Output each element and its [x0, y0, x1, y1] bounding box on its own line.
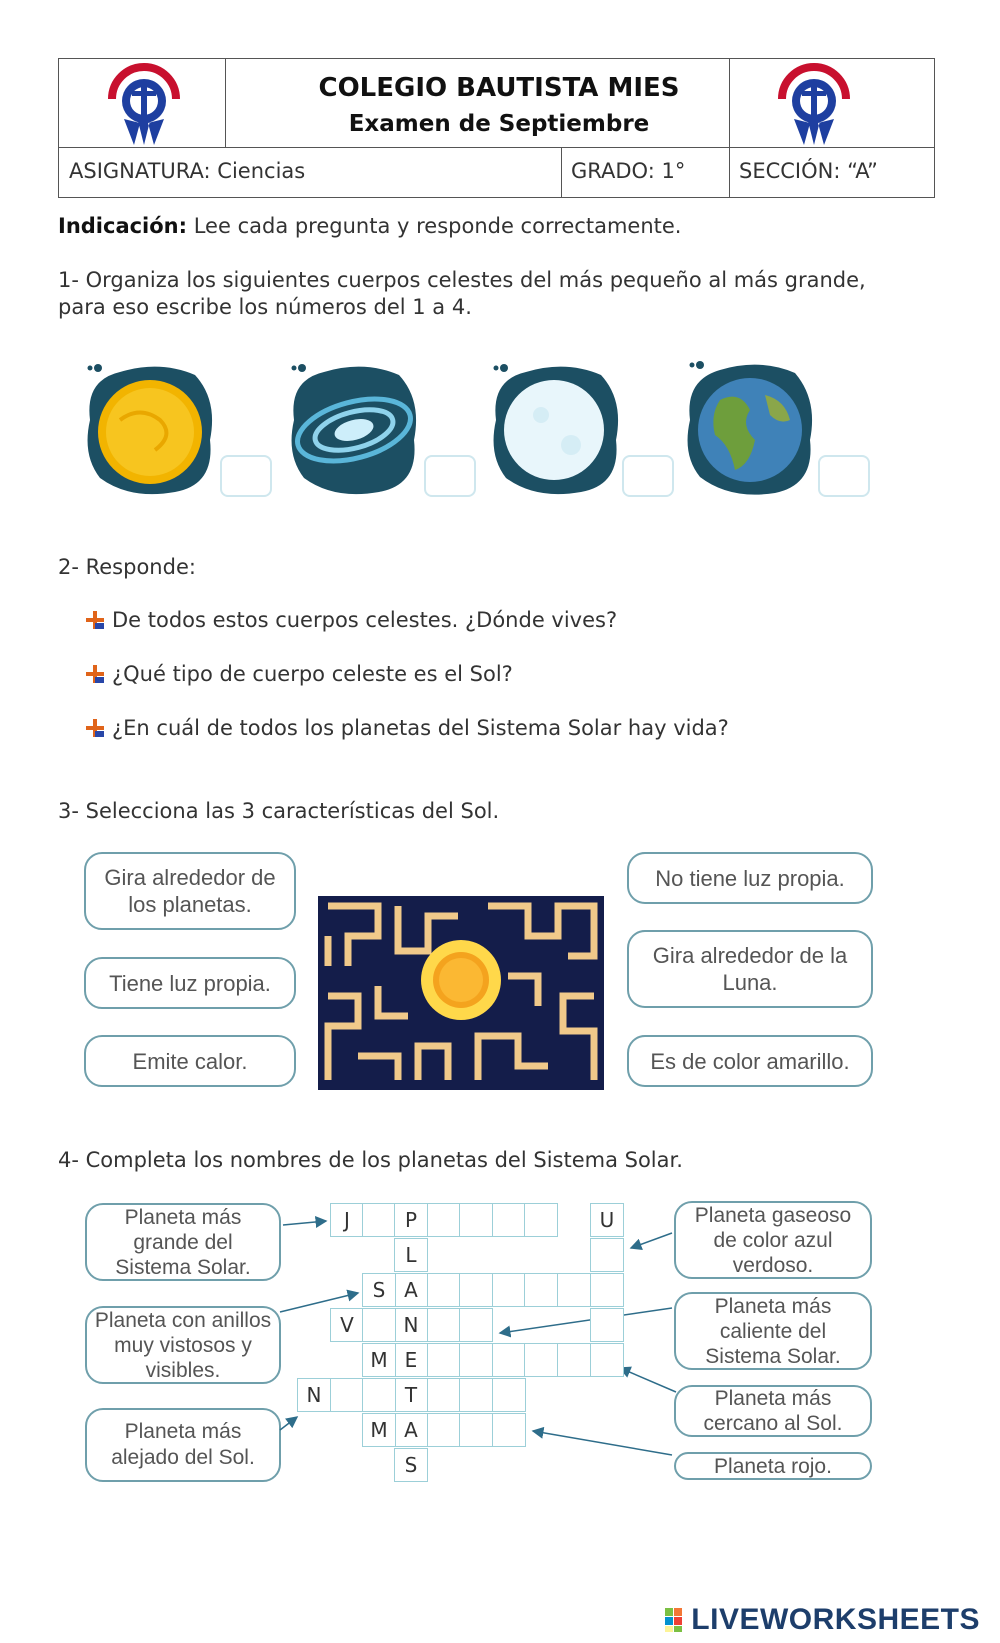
crossword-cell[interactable]: [427, 1273, 461, 1307]
crossword-cell[interactable]: [492, 1273, 526, 1307]
liveworksheets-logo-icon: [665, 1608, 691, 1632]
school-name: COLEGIO BAUTISTA MIES: [318, 73, 680, 103]
cell-N2[interactable]: N: [394, 1308, 428, 1342]
q2-item-2: ¿Qué tipo de cuerpo celeste es el Sol?: [112, 662, 513, 686]
sun-option-rotates-moon[interactable]: Gira alrededor de la Luna.: [627, 930, 873, 1008]
crossword-cell[interactable]: [459, 1203, 493, 1237]
instruction-label: Indicación:: [58, 214, 188, 238]
crossword-cell[interactable]: [362, 1203, 396, 1237]
crossword-cell[interactable]: [427, 1413, 461, 1447]
cell-M1[interactable]: M: [362, 1343, 396, 1377]
grade-label: GRADO: 1°: [571, 159, 686, 183]
section-label: SECCIÓN: “A”: [739, 159, 878, 183]
crossword-cell[interactable]: [459, 1378, 493, 1412]
crossword-cell[interactable]: [590, 1343, 624, 1377]
cell-A1[interactable]: A: [394, 1273, 428, 1307]
cell-J[interactable]: J: [330, 1203, 364, 1237]
cell-P[interactable]: P: [394, 1203, 428, 1237]
cell-M2[interactable]: M: [362, 1413, 396, 1447]
crossword-cell[interactable]: [492, 1343, 526, 1377]
crossword-cell[interactable]: [459, 1343, 493, 1377]
cell-L[interactable]: L: [394, 1238, 428, 1272]
q1-line1: 1- Organiza los siguientes cuerpos celestes del más pequeño al más grande,: [58, 268, 866, 292]
crossword-cell[interactable]: [524, 1343, 558, 1377]
crossword-cell[interactable]: [427, 1378, 461, 1412]
sun-option-no-light[interactable]: No tiene luz propia.: [627, 852, 873, 904]
footer-brand: [665, 1603, 980, 1637]
sun-option-own-light[interactable]: Tiene luz propia.: [84, 957, 296, 1009]
q2-title: 2- Responde:: [58, 555, 196, 579]
cell-E[interactable]: E: [394, 1343, 428, 1377]
q3-title: 3- Selecciona las 3 características del Sol.: [58, 799, 500, 823]
footer-brand-text: LIVEWORKSHEETS: [691, 1603, 980, 1636]
crossword-cell[interactable]: [590, 1238, 624, 1272]
crossword-cell[interactable]: [492, 1413, 526, 1447]
crossword-cell[interactable]: [427, 1343, 461, 1377]
sun-option-yellow[interactable]: Es de color amarillo.: [627, 1035, 873, 1087]
crossword-cell[interactable]: [492, 1203, 526, 1237]
cell-N[interactable]: N: [297, 1378, 331, 1412]
cell-T[interactable]: T: [394, 1378, 428, 1412]
cell-A2[interactable]: A: [394, 1413, 428, 1447]
crossword-cell[interactable]: [362, 1308, 396, 1342]
q2-item-1: De todos estos cuerpos celestes. ¿Dónde vives?: [112, 608, 618, 632]
crossword-cell[interactable]: [459, 1273, 493, 1307]
clue-neptune: Planeta más alejado del Sol.: [85, 1408, 281, 1482]
q2-item-3: ¿En cuál de todos los planetas del Sistema Solar hay vida?: [112, 716, 729, 740]
cell-S[interactable]: S: [362, 1273, 396, 1307]
q4-title: 4- Completa los nombres de los planetas del Sistema Solar.: [58, 1148, 683, 1172]
cell-V[interactable]: V: [330, 1308, 364, 1342]
subject-label: ASIGNATURA: Ciencias: [69, 159, 306, 183]
sun-option-emits-heat[interactable]: Emite calor.: [84, 1035, 296, 1087]
clue-jupiter: Planeta más grande del Sistema Solar.: [85, 1203, 281, 1281]
crossword-cell[interactable]: [492, 1378, 526, 1412]
crossword-cell[interactable]: [557, 1343, 591, 1377]
exam-title: Examen de Septiembre: [348, 111, 650, 137]
clue-uranus: Planeta gaseoso de color azul verdoso.: [674, 1201, 872, 1279]
cell-U[interactable]: U: [590, 1203, 624, 1237]
instruction-text: Lee cada pregunta y responde correctamente.: [187, 214, 682, 238]
crossword-cell[interactable]: [557, 1273, 591, 1307]
clue-venus: Planeta más caliente del Sistema Solar.: [674, 1292, 872, 1370]
clue-mercury: Planeta más cercano al Sol.: [674, 1385, 872, 1437]
crossword-cell[interactable]: [427, 1203, 461, 1237]
crossword-cell[interactable]: [330, 1378, 364, 1412]
crossword-cell[interactable]: [362, 1378, 396, 1412]
crossword-cell[interactable]: [459, 1413, 493, 1447]
cell-S2[interactable]: S: [394, 1448, 428, 1482]
crossword-cell[interactable]: [524, 1203, 558, 1237]
crossword-cell[interactable]: [590, 1273, 624, 1307]
crossword-cell[interactable]: [427, 1308, 461, 1342]
clue-saturn: Planeta con anillos muy vistosos y visibles.: [85, 1306, 281, 1384]
crossword-cell[interactable]: [590, 1308, 624, 1342]
q1-line2: para eso escribe los números del 1 a 4.: [58, 295, 472, 319]
clue-mars: Planeta rojo.: [674, 1452, 872, 1480]
sun-option-rotates-planets[interactable]: Gira alrededor de los planetas.: [84, 852, 296, 930]
crossword-cell[interactable]: [459, 1308, 493, 1342]
crossword-cell[interactable]: [524, 1273, 558, 1307]
